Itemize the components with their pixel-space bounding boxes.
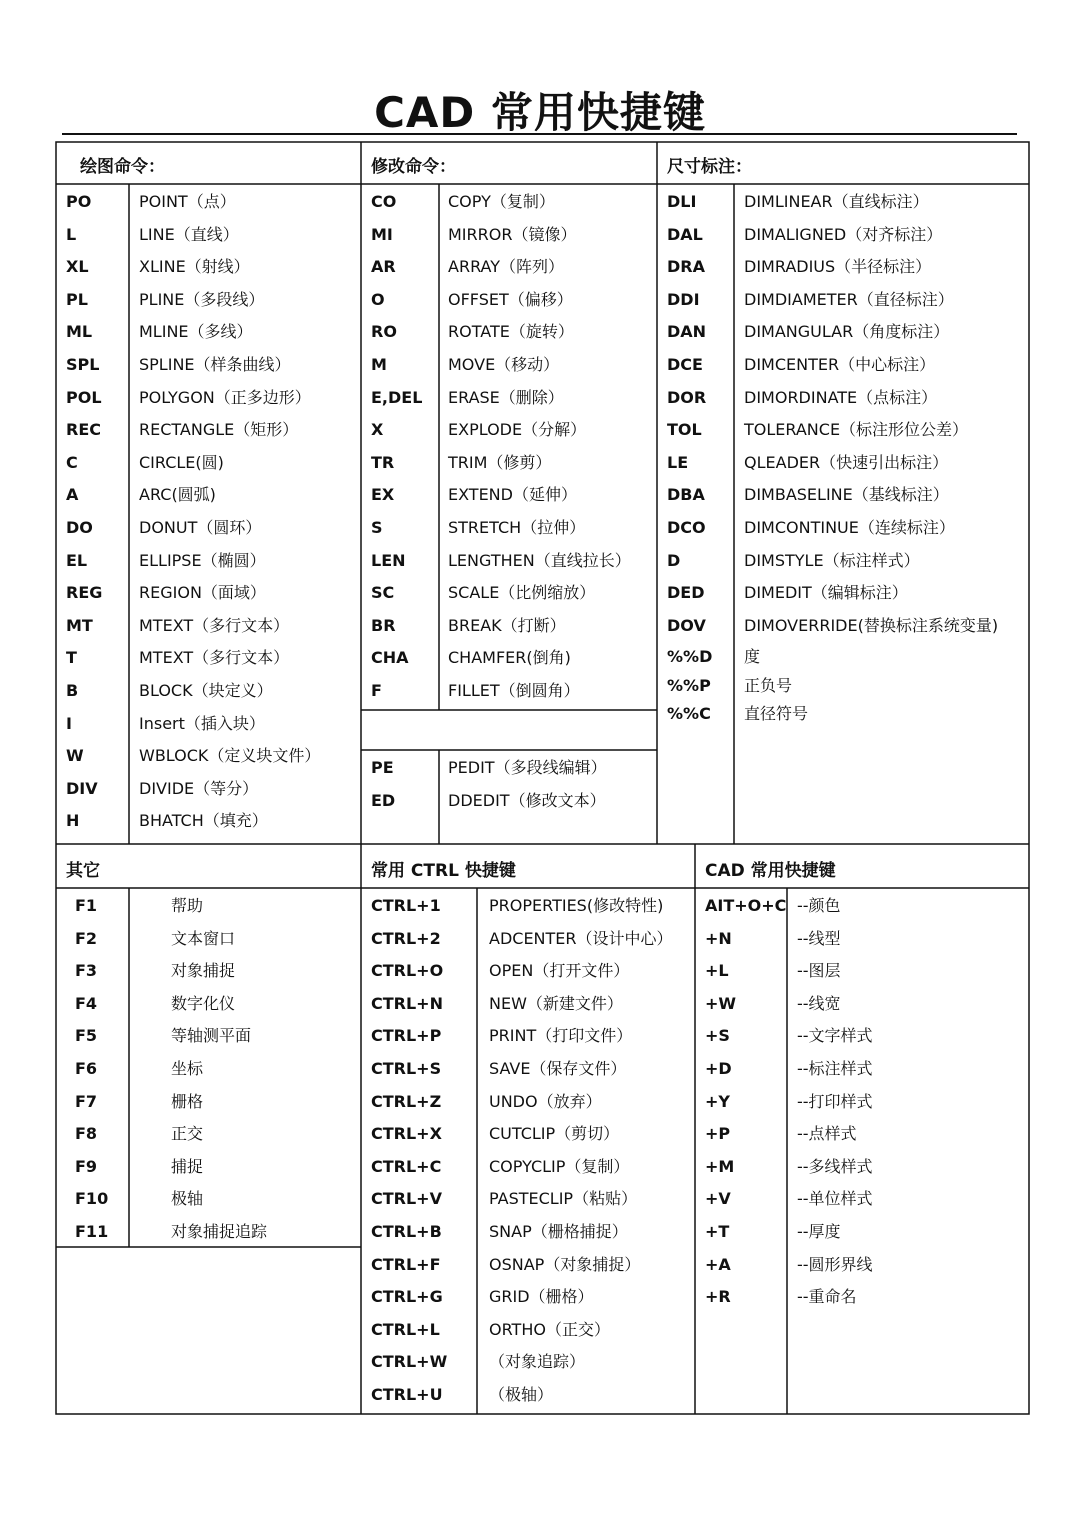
function-key: F9: [75, 1156, 98, 1176]
cad-shortcut-key: AIT+O+C: [705, 896, 787, 915]
ctrl-command-name: SNAP（栅格捕捉）: [489, 1222, 628, 1241]
ctrl-command-name: PROPERTIES(修改特性): [489, 896, 664, 915]
ctrl-command-name: PASTECLIP（粘贴）: [489, 1189, 638, 1209]
draw-shortcut-key: XL: [66, 257, 89, 277]
function-key-description: 数字化仪: [171, 993, 236, 1013]
modify-command-name: TRIM（修剪）: [448, 452, 552, 472]
draw-shortcut-key: MT: [66, 615, 93, 635]
modify-shortcut-key: ED: [371, 790, 396, 810]
function-key: F4: [75, 993, 98, 1013]
modify-command-name: MIRROR（镜像）: [448, 224, 577, 244]
cad-shortcut-description: --点样式: [797, 1124, 857, 1144]
draw-shortcut-key: B: [66, 681, 79, 700]
ctrl-command-name: NEW（新建文件）: [489, 993, 623, 1013]
function-key-description: 等轴测平面: [171, 1026, 252, 1046]
dimension-command-name: QLEADER（快速引出标注）: [744, 452, 949, 472]
ctrl-command-name: ADCENTER（设计中心）: [489, 928, 673, 948]
draw-shortcut-key: A: [66, 485, 79, 505]
function-key-description: 对象捕捉追踪: [171, 1222, 268, 1241]
draw-shortcut-key: L: [66, 224, 77, 244]
ctrl-command-name: ORTHO（正交）: [489, 1319, 610, 1339]
function-key: F11: [75, 1222, 109, 1241]
function-key: F3: [75, 961, 98, 981]
modify-shortcut-key: E,DEL: [371, 387, 423, 407]
ctrl-command-name: CUTCLIP（剪切）: [489, 1124, 620, 1144]
dimension-command-name: DIMALIGNED（对齐标注）: [744, 224, 943, 244]
cad-shortcut-key: +R: [705, 1287, 731, 1307]
cad-shortcut-key: +S: [705, 1026, 730, 1046]
dimension-shortcut-key: %%C: [667, 704, 711, 723]
ctrl-command-name: （极轴）: [489, 1385, 554, 1404]
ctrl-shortcut-key: CTRL+O: [371, 961, 444, 981]
modify-shortcut-key: BR: [371, 615, 396, 635]
draw-command-name: BHATCH（填充）: [139, 811, 268, 831]
cad-shortcut-key: +M: [705, 1156, 735, 1176]
ctrl-shortcut-key: CTRL+C: [371, 1156, 442, 1176]
dimension-shortcut-key: DRA: [667, 257, 705, 277]
draw-commands-header: 绘图命令：: [80, 157, 165, 177]
dimension-command-name: DIMLINEAR（直线标注）: [744, 192, 929, 211]
modify-shortcut-key: O: [371, 289, 385, 309]
dimension-shortcut-key: DDI: [667, 289, 700, 309]
ctrl-shortcuts-header: 常用 CTRL 快捷键: [371, 861, 516, 881]
dimension-command-name: DIMSTYLE（标注样式）: [744, 550, 920, 570]
modify-command-name: CHAMFER(倒角): [448, 648, 571, 668]
draw-command-name: LINE（直线）: [139, 224, 239, 244]
draw-command-name: POINT（点）: [139, 192, 236, 211]
function-key-description: 帮助: [171, 896, 204, 915]
dimension-shortcut-key: DED: [667, 583, 705, 603]
dimension-shortcut-key: D: [667, 550, 681, 570]
ctrl-shortcut-key: CTRL+U: [371, 1385, 443, 1404]
dimension-shortcut-key: %%P: [667, 675, 711, 695]
dimension-shortcut-key: DLI: [667, 192, 697, 211]
dimension-command-name: TOLERANCE（标注形位公差）: [744, 420, 969, 440]
page-title: CAD 常用快捷键: [374, 88, 706, 137]
ctrl-shortcut-key: CTRL+N: [371, 993, 443, 1013]
cad-shortcut-description: --颜色: [797, 896, 841, 915]
draw-shortcut-key: PL: [66, 289, 88, 309]
draw-shortcut-key: REC: [66, 420, 101, 440]
draw-shortcut-key: EL: [66, 550, 88, 570]
modify-command-name: ROTATE（旋转）: [448, 322, 574, 342]
ctrl-command-name: COPYCLIP（复制）: [489, 1156, 630, 1176]
modify-command-name: DDEDIT（修改文本）: [448, 790, 606, 810]
draw-shortcut-key: C: [66, 452, 78, 472]
dimension-command-name: DIMORDINATE（点标注）: [744, 387, 938, 407]
ctrl-command-name: （对象追踪）: [489, 1352, 586, 1372]
draw-command-name: DIVIDE（等分）: [139, 778, 259, 798]
cad-shortcut-description: --厚度: [797, 1222, 841, 1241]
cad-shortcut-key: +A: [705, 1254, 731, 1274]
cad-shortcut-key: +D: [705, 1059, 732, 1078]
ctrl-shortcut-key: CTRL+F: [371, 1254, 441, 1274]
ctrl-shortcut-key: CTRL+S: [371, 1059, 442, 1078]
cad-shortcut-description: --线宽: [797, 993, 841, 1013]
function-key-description: 捕捉: [171, 1156, 204, 1176]
ctrl-command-name: OSNAP（对象捕捉）: [489, 1254, 641, 1274]
dimension-command-name: DIMRADIUS（半径标注）: [744, 257, 932, 277]
modify-command-name: MOVE（移动）: [448, 355, 560, 374]
modify-command-name: EXTEND（延伸）: [448, 485, 577, 505]
cad-shortcut-key: +N: [705, 928, 732, 948]
ctrl-shortcut-key: CTRL+B: [371, 1222, 442, 1241]
draw-shortcut-key: I: [66, 713, 72, 733]
dimension-command-name: DIMOVERRIDE(替换标注系统变量): [744, 615, 999, 635]
draw-shortcut-key: POL: [66, 387, 102, 407]
dimension-shortcut-key: DAL: [667, 224, 703, 244]
draw-shortcut-key: ML: [66, 322, 93, 342]
dimension-shortcut-key: LE: [667, 452, 689, 472]
ctrl-command-name: GRID（栅格）: [489, 1287, 594, 1307]
cad-shortcut-description: --圆形界线: [797, 1254, 873, 1274]
dimension-command-name: DIMDIAMETER（直径标注）: [744, 289, 954, 309]
dimension-command-name: DIMEDIT（编辑标注）: [744, 583, 908, 603]
ctrl-shortcut-key: CTRL+G: [371, 1287, 443, 1307]
draw-command-name: MTEXT（多行文本）: [139, 648, 290, 668]
function-key: F7: [75, 1091, 98, 1111]
draw-command-name: Insert（插入块）: [139, 713, 265, 733]
draw-command-name: MTEXT（多行文本）: [139, 615, 290, 635]
function-key: F8: [75, 1124, 98, 1144]
modify-shortcut-key: MI: [371, 224, 393, 244]
ctrl-shortcut-key: CTRL+X: [371, 1124, 442, 1144]
dimension-shortcut-key: DAN: [667, 322, 707, 342]
dimension-shortcut-key: %%D: [667, 647, 713, 666]
modify-shortcut-key: F: [371, 681, 382, 700]
cad-shortcut-key: +T: [705, 1222, 730, 1241]
function-key: F6: [75, 1059, 98, 1078]
ctrl-shortcut-key: CTRL+Z: [371, 1091, 442, 1111]
draw-command-name: SPLINE（样条曲线）: [139, 355, 291, 374]
draw-command-name: CIRCLE(圆): [139, 452, 224, 472]
dimension-commands-header: 尺寸标注：: [667, 157, 752, 177]
title-underline: [62, 133, 1017, 135]
dimension-shortcut-key: DOR: [667, 387, 707, 407]
draw-shortcut-key: REG: [66, 583, 103, 603]
draw-shortcut-key: H: [66, 811, 80, 831]
modify-shortcut-key: S: [371, 518, 383, 537]
ctrl-shortcut-key: CTRL+2: [371, 928, 441, 948]
modify-command-name: ERASE（删除）: [448, 387, 564, 407]
function-key: F10: [75, 1189, 109, 1209]
modify-command-name: ARRAY（阵列）: [448, 257, 565, 277]
draw-command-name: XLINE（射线）: [139, 257, 250, 277]
draw-command-name: BLOCK（块定义）: [139, 681, 273, 700]
modify-shortcut-key: CHA: [371, 648, 409, 668]
modify-shortcut-key: M: [371, 355, 387, 374]
draw-shortcut-key: T: [66, 648, 77, 668]
modify-command-name: SCALE（比例缩放）: [448, 583, 596, 603]
modify-shortcut-key: EX: [371, 485, 395, 505]
cad-shortcuts-header: CAD 常用快捷键: [705, 861, 836, 881]
cad-shortcut-description: --打印样式: [797, 1091, 873, 1111]
cad-shortcut-key: +W: [705, 993, 737, 1013]
modify-shortcut-key: AR: [371, 257, 396, 277]
draw-command-name: WBLOCK（定义块文件）: [139, 746, 321, 766]
function-key: F5: [75, 1026, 98, 1046]
modify-commands-header: 修改命令：: [371, 157, 456, 177]
ctrl-shortcut-key: CTRL+1: [371, 896, 441, 915]
modify-shortcut-key: CO: [371, 192, 397, 211]
dimension-shortcut-key: DBA: [667, 485, 705, 505]
modify-command-name: STRETCH（拉伸）: [448, 518, 586, 537]
modify-command-name: LENGTHEN（直线拉长）: [448, 550, 631, 570]
dimension-command-name: DIMCENTER（中心标注）: [744, 355, 936, 374]
cad-shortcut-key: +Y: [705, 1091, 730, 1111]
modify-shortcut-key: RO: [371, 322, 397, 342]
draw-shortcut-key: DIV: [66, 778, 98, 798]
modify-command-name: OFFSET（偏移）: [448, 289, 573, 309]
function-key-description: 文本窗口: [171, 928, 236, 948]
draw-command-name: REGION（面域）: [139, 583, 266, 603]
function-key-description: 极轴: [171, 1189, 204, 1209]
cad-shortcut-description: --线型: [797, 928, 841, 948]
modify-shortcut-key: X: [371, 420, 384, 440]
modify-command-name: EXPLODE（分解）: [448, 420, 587, 440]
function-key-description: 栅格: [171, 1091, 204, 1111]
cad-shortcut-description: --图层: [797, 961, 841, 981]
modify-command-name: FILLET（倒圆角）: [448, 681, 580, 700]
draw-shortcut-key: PO: [66, 192, 92, 211]
draw-shortcut-key: W: [66, 746, 84, 766]
function-key-description: 坐标: [171, 1059, 204, 1078]
ctrl-shortcut-key: CTRL+V: [371, 1189, 442, 1209]
function-key-description: 对象捕捉: [171, 961, 236, 981]
dimension-command-name: 直径符号: [744, 704, 809, 723]
ctrl-shortcut-key: CTRL+L: [371, 1319, 440, 1339]
dimension-command-name: 度: [744, 647, 761, 666]
draw-command-name: PLINE（多段线）: [139, 289, 265, 309]
ctrl-command-name: UNDO（放弃）: [489, 1091, 602, 1111]
ctrl-command-name: PRINT（打印文件）: [489, 1026, 633, 1046]
function-key: F2: [75, 928, 98, 948]
modify-command-name: PEDIT（多段线编辑）: [448, 758, 607, 777]
cad-shortcut-description: --标注样式: [797, 1059, 873, 1078]
dimension-command-name: DIMANGULAR（角度标注）: [744, 322, 950, 342]
dimension-shortcut-key: DCO: [667, 518, 706, 537]
modify-shortcut-key: TR: [371, 452, 395, 472]
draw-command-name: MLINE（多线）: [139, 322, 253, 342]
dimension-command-name: 正负号: [744, 675, 793, 695]
modify-shortcut-key: SC: [371, 583, 395, 603]
cad-shortcut-description: --文字样式: [797, 1026, 873, 1046]
draw-command-name: ARC(圆弧): [139, 485, 216, 505]
ctrl-command-name: SAVE（保存文件）: [489, 1059, 627, 1078]
cad-shortcut-key: +P: [705, 1124, 731, 1144]
ctrl-shortcut-key: CTRL+P: [371, 1026, 442, 1046]
cad-shortcut-description: --单位样式: [797, 1189, 873, 1209]
cad-shortcut-description: --多线样式: [797, 1156, 873, 1176]
function-key: F1: [75, 896, 98, 915]
dimension-command-name: DIMCONTINUE（连续标注）: [744, 518, 955, 537]
draw-command-name: POLYGON（正多边形）: [139, 387, 311, 407]
ctrl-shortcut-key: CTRL+W: [371, 1352, 448, 1372]
ctrl-command-name: OPEN（打开文件）: [489, 961, 630, 981]
draw-shortcut-key: SPL: [66, 355, 100, 374]
dimension-command-name: DIMBASELINE（基线标注）: [744, 485, 949, 505]
draw-command-name: ELLIPSE（椭圆）: [139, 550, 266, 570]
dimension-shortcut-key: TOL: [667, 420, 702, 440]
modify-shortcut-key: LEN: [371, 550, 406, 570]
draw-command-name: DONUT（圆环）: [139, 518, 262, 537]
draw-command-name: RECTANGLE（矩形）: [139, 420, 299, 440]
modify-command-name: COPY（复制）: [448, 192, 555, 211]
function-key-description: 正交: [171, 1124, 204, 1144]
cad-shortcut-key: +L: [705, 961, 729, 981]
draw-shortcut-key: DO: [66, 518, 93, 537]
cad-shortcut-description: --重命名: [797, 1287, 857, 1307]
cad-shortcut-key: +V: [705, 1189, 731, 1209]
dimension-shortcut-key: DCE: [667, 355, 703, 374]
modify-shortcut-key: PE: [371, 758, 394, 777]
other-keys-header: 其它: [66, 861, 100, 881]
modify-command-name: BREAK（打断）: [448, 615, 566, 635]
dimension-shortcut-key: DOV: [667, 615, 706, 635]
